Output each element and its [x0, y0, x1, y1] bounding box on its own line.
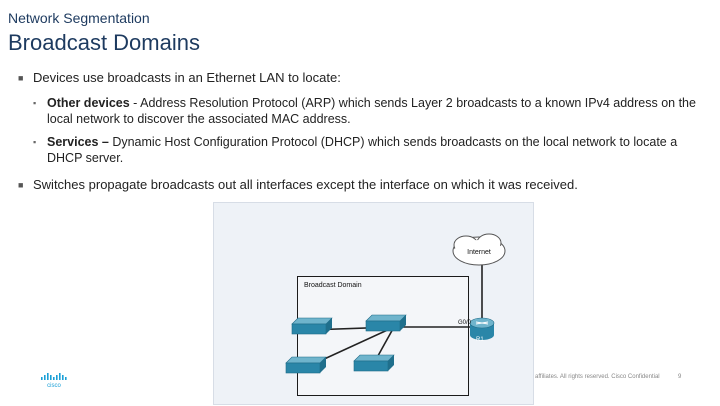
internet-label: Internet: [467, 249, 491, 256]
sub-bullet-marker: ▪: [33, 98, 37, 108]
sub-bullet-keyword: Services –: [47, 135, 109, 149]
sub-bullet-marker: ▪: [33, 137, 37, 147]
page-title: Broadcast Domains: [8, 30, 200, 55]
bullet-text: Switches propagate broadcasts out all interfaces except the interface on which it was received.: [33, 177, 578, 192]
broadcast-domain-diagram: [213, 202, 534, 405]
router-label: R1: [476, 337, 484, 343]
copyright-text: affiliates. All rights reserved. Cisco Confidential: [535, 374, 660, 380]
network-links: [309, 263, 482, 366]
switch-icon: [366, 315, 406, 331]
bullet-marker: ■: [18, 73, 24, 83]
interface-label: G0/0: [458, 320, 472, 326]
bullet-marker: ■: [18, 180, 24, 190]
switch-icon: [292, 318, 332, 334]
logo-text: cisco: [47, 383, 61, 388]
section-title: Network Segmentation: [8, 10, 150, 26]
topology-svg: [214, 203, 535, 406]
cisco-logo: [40, 372, 68, 388]
sub-bullet-description: - Address Resolution Protocol (ARP) which sends Layer 2 broadcasts to a known IPv4 address on the local network to discover the associated MAC address.: [47, 96, 696, 126]
bullet-text: Devices use broadcasts in an Ethernet LAN to locate:: [33, 70, 341, 85]
broadcast-domain-label: Broadcast Domain: [304, 282, 362, 289]
sub-bullet-text: [47, 134, 697, 166]
sub-bullet-description: Dynamic Host Configuration Protocol (DHCP) which sends broadcasts on the local network to locate a DHCP server.: [47, 135, 678, 165]
sub-bullet-keyword: Other devices: [47, 96, 130, 110]
switch-icon: [354, 355, 394, 371]
sub-bullet-text: [47, 95, 697, 127]
switch-icon: [286, 357, 326, 373]
page-number: 9: [678, 374, 682, 380]
